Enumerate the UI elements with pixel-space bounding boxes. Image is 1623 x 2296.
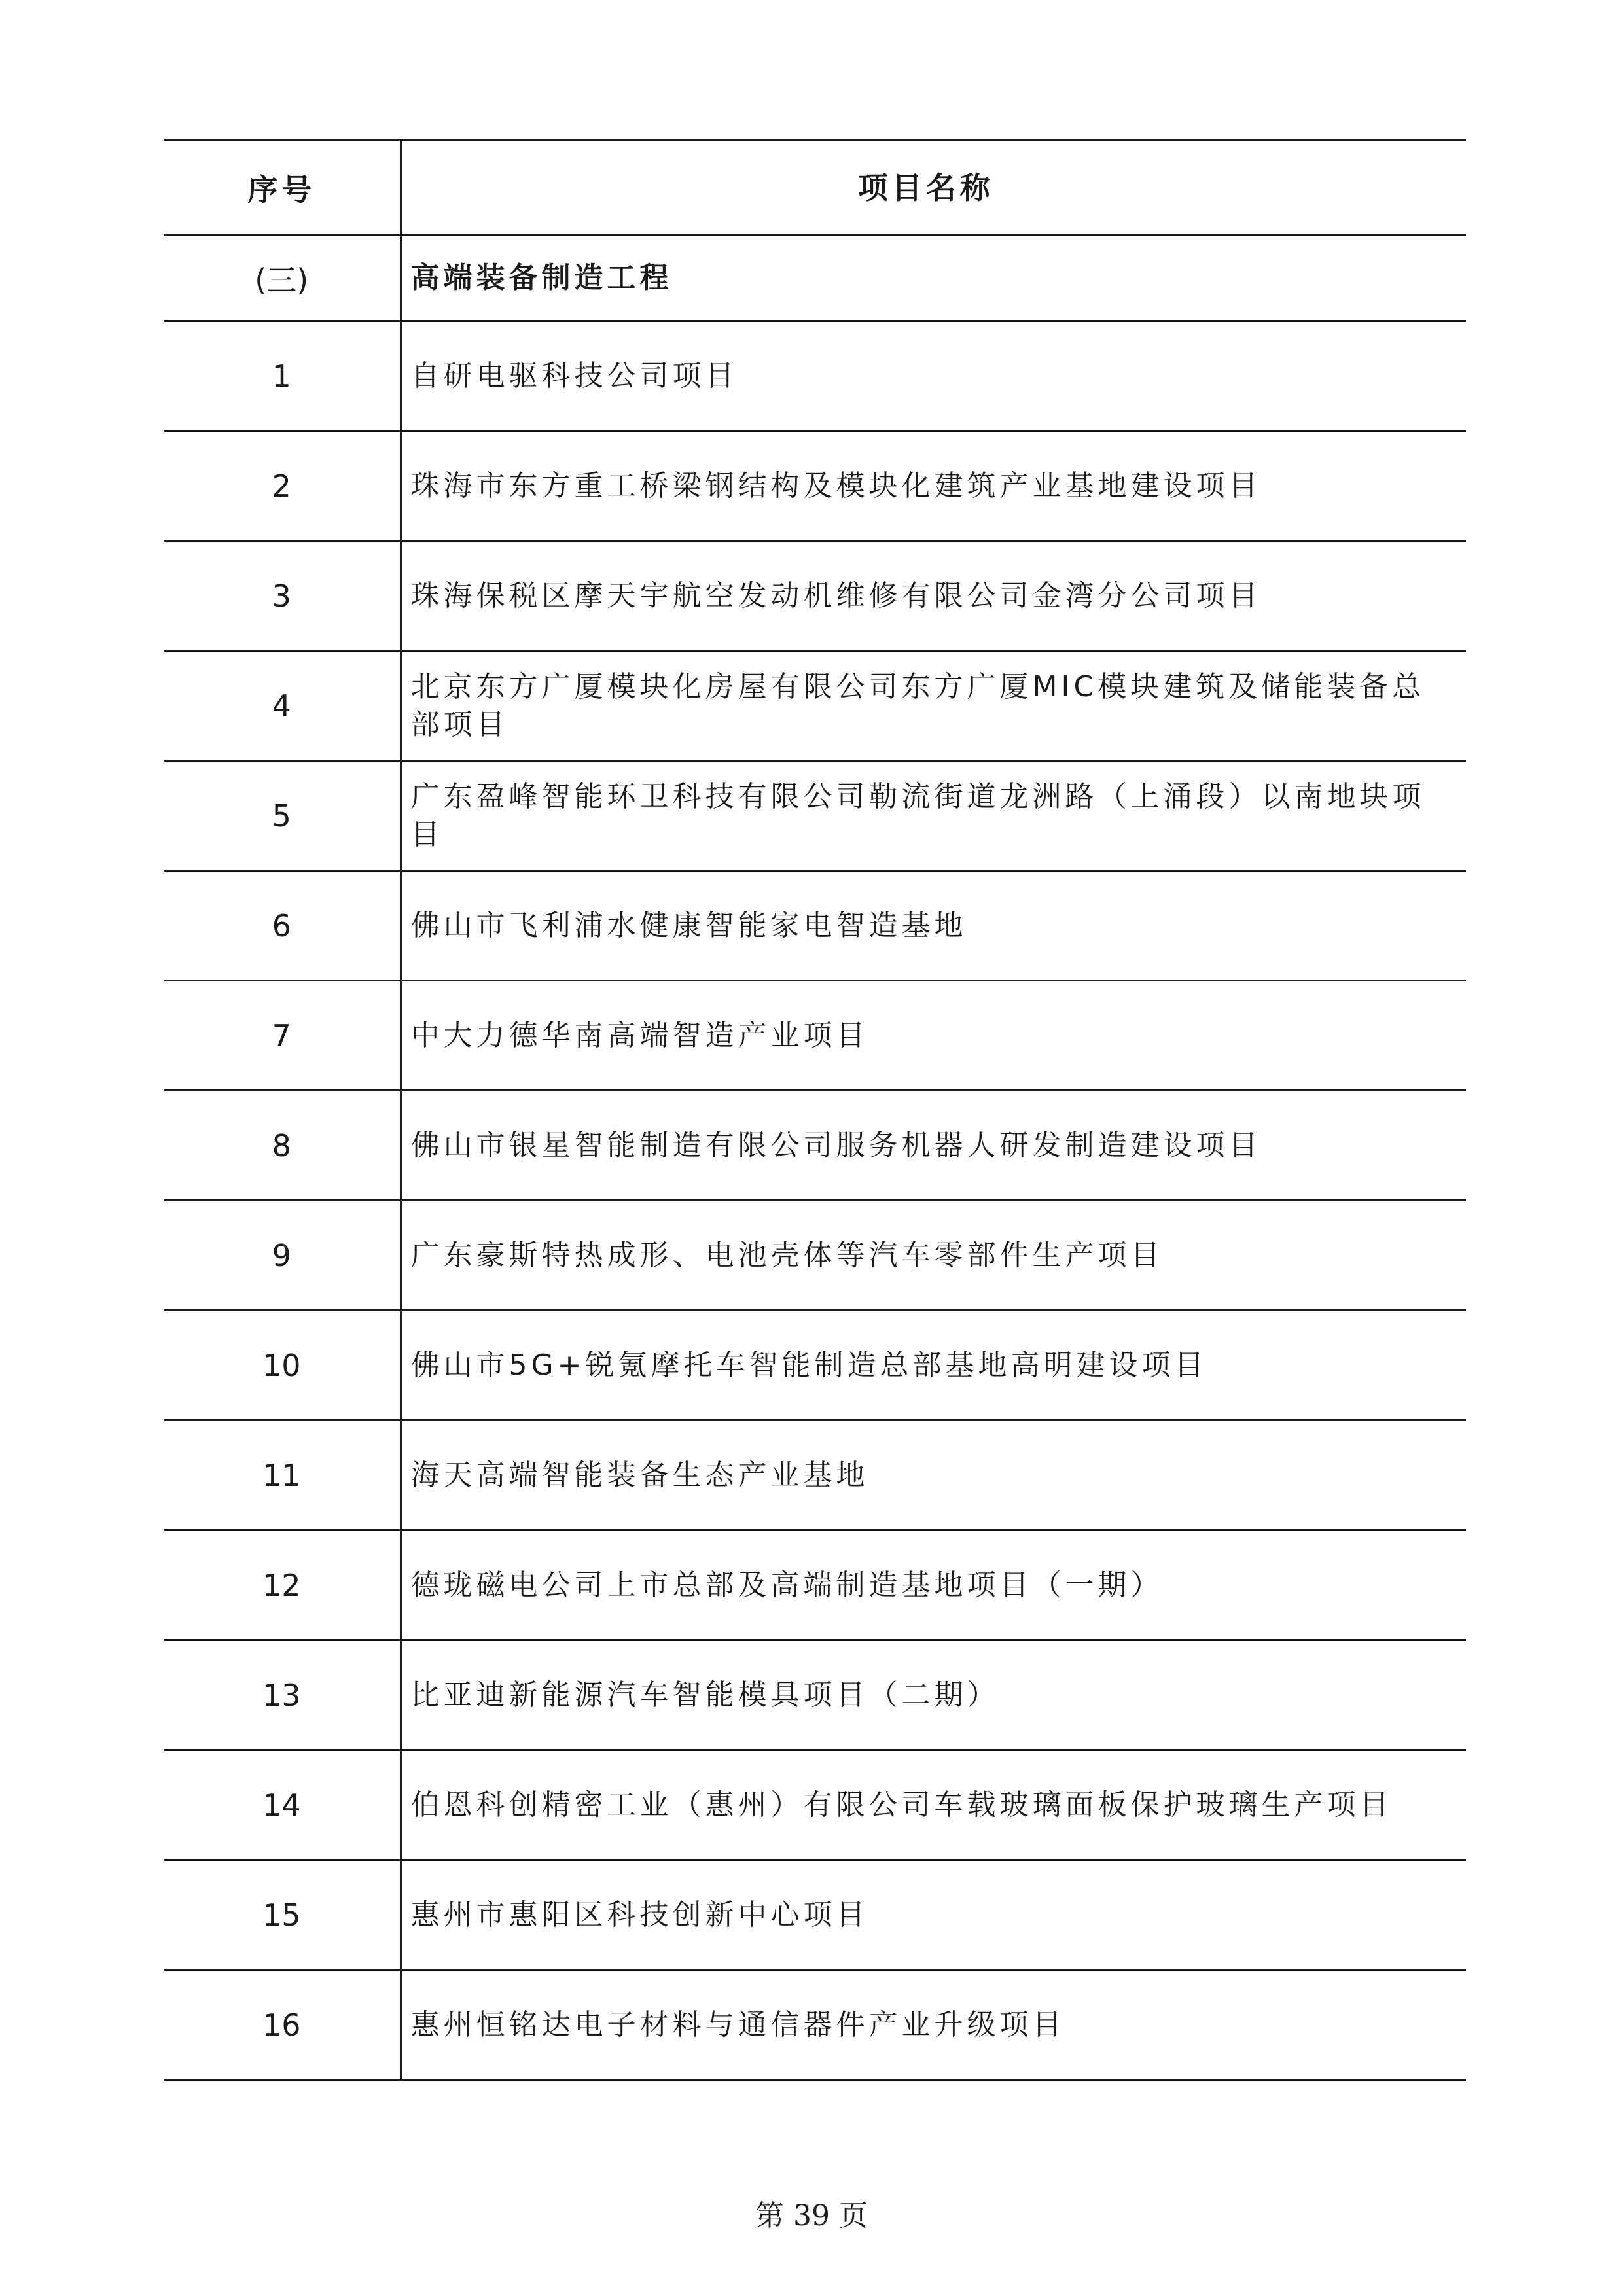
table-row xyxy=(164,1421,1466,1530)
table-row xyxy=(164,651,1466,761)
row-project-name: 惠州恒铭达电子材料与通信器件产业升级项目 xyxy=(401,1970,1466,2080)
row-project-name: 海天高端智能装备生态产业基地 xyxy=(401,1421,1466,1530)
row-seq: 10 xyxy=(164,1311,401,1421)
section-seq: (三) xyxy=(164,236,401,321)
header-seq: 序号 xyxy=(164,140,401,236)
row-project-name: 广东盈峰智能环卫科技有限公司勒流街道龙洲路（上涌段）以南地块项目 xyxy=(401,761,1466,871)
row-project-name: 比亚迪新能源汽车智能模具项目（二期） xyxy=(401,1640,1466,1750)
row-project-name: 伯恩科创精密工业（惠州）有限公司车载玻璃面板保护玻璃生产项目 xyxy=(401,1750,1466,1860)
row-project-name: 自研电驱科技公司项目 xyxy=(401,321,1466,431)
row-seq: 15 xyxy=(164,1860,401,1970)
table-row xyxy=(164,981,1466,1091)
row-seq: 7 xyxy=(164,981,401,1091)
row-seq: 16 xyxy=(164,1970,401,2080)
row-seq: 6 xyxy=(164,871,401,981)
row-project-name: 珠海市东方重工桥梁钢结构及模块化建筑产业基地建设项目 xyxy=(401,431,1466,541)
table-header-row xyxy=(164,140,1466,236)
row-project-name: 北京东方广厦模块化房屋有限公司东方广厦MIC模块建筑及储能装备总部项目 xyxy=(401,651,1466,761)
project-table xyxy=(164,139,1466,2081)
table-row xyxy=(164,871,1466,981)
row-seq: 5 xyxy=(164,761,401,871)
table-row xyxy=(164,431,1466,541)
row-seq: 3 xyxy=(164,541,401,651)
table-row xyxy=(164,1640,1466,1750)
row-seq: 14 xyxy=(164,1750,401,1860)
row-project-name: 佛山市飞利浦水健康智能家电智造基地 xyxy=(401,871,1466,981)
table-row xyxy=(164,761,1466,871)
table-row xyxy=(164,321,1466,431)
table-row xyxy=(164,541,1466,651)
table-row xyxy=(164,1530,1466,1640)
row-project-name: 珠海保税区摩天宇航空发动机维修有限公司金湾分公司项目 xyxy=(401,541,1466,651)
row-project-name: 广东豪斯特热成形、电池壳体等汽车零部件生产项目 xyxy=(401,1201,1466,1311)
row-seq: 1 xyxy=(164,321,401,431)
table-row xyxy=(164,1311,1466,1421)
section-title: 高端装备制造工程 xyxy=(401,236,1466,321)
table-row xyxy=(164,1201,1466,1311)
row-seq: 8 xyxy=(164,1091,401,1201)
table-row xyxy=(164,1750,1466,1860)
table-row xyxy=(164,1091,1466,1201)
row-project-name: 佛山市银星智能制造有限公司服务机器人研发制造建设项目 xyxy=(401,1091,1466,1201)
row-project-name: 德珑磁电公司上市总部及高端制造基地项目（一期） xyxy=(401,1530,1466,1640)
row-seq: 11 xyxy=(164,1421,401,1530)
section-row xyxy=(164,236,1466,321)
page-number: 第 39 页 xyxy=(755,2199,868,2233)
row-project-name: 惠州市惠阳区科技创新中心项目 xyxy=(401,1860,1466,1970)
header-name: 项目名称 xyxy=(401,140,1466,236)
table-row xyxy=(164,1970,1466,2080)
row-project-name: 佛山市5G+锐氪摩托车智能制造总部基地高明建设项目 xyxy=(401,1311,1466,1421)
table-row xyxy=(164,1860,1466,1970)
row-seq: 2 xyxy=(164,431,401,541)
row-seq: 9 xyxy=(164,1201,401,1311)
row-project-name: 中大力德华南高端智造产业项目 xyxy=(401,981,1466,1091)
row-seq: 12 xyxy=(164,1530,401,1640)
row-seq: 13 xyxy=(164,1640,401,1750)
row-seq: 4 xyxy=(164,651,401,761)
table-body xyxy=(164,140,1466,2080)
